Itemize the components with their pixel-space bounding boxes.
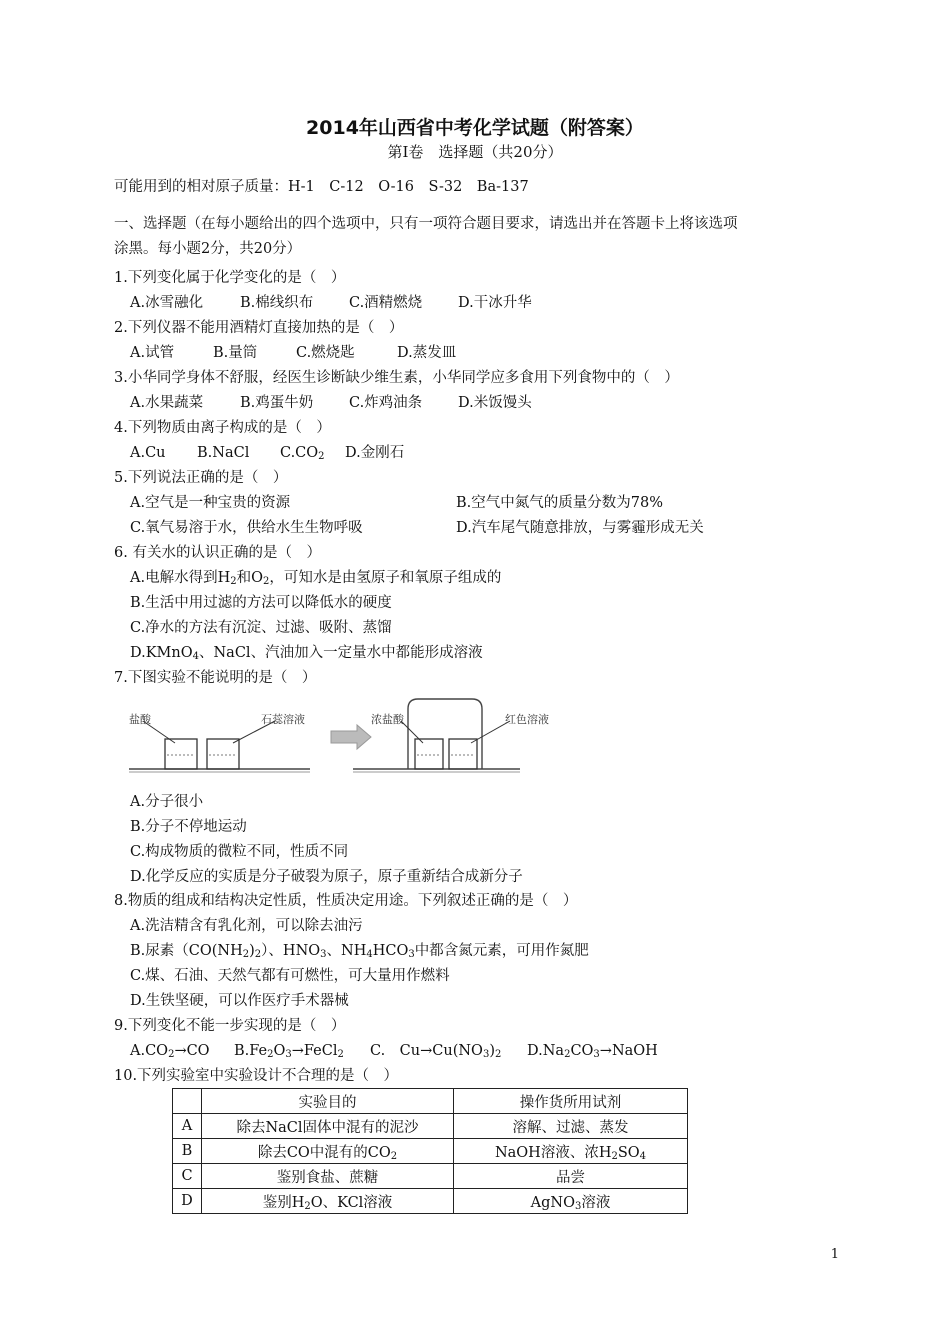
q6-option-a: A.电解水得到$H_2$和$O_2$，可知水是由氢原子和氧原子组成的 xyxy=(130,570,502,587)
q3-option-c: C.炸鸡油条 xyxy=(349,395,423,411)
q8-option-c: C.煤、石油、天然气都有可燃性，可大量用作燃料 xyxy=(130,968,450,984)
row-label: B xyxy=(173,1139,202,1164)
q5-option-c: C.氧气易溶于水，供给水生生物呼吸 xyxy=(130,520,363,536)
row-goal: 除去NaCl固体中混有的泥沙 xyxy=(202,1114,454,1139)
bell-jar xyxy=(408,699,482,769)
q4-option-c: $C.CO_2$ xyxy=(280,445,325,462)
q3-option-d: D.米饭馒头 xyxy=(458,395,532,411)
row-operation: AgNO$_3$溶液 xyxy=(454,1189,688,1214)
q9-option-a: $A.CO_2\to CO$ xyxy=(130,1043,210,1060)
table-row xyxy=(173,1189,688,1214)
row-label: C xyxy=(173,1164,202,1189)
q7-option-c: C.构成物质的微粒不同，性质不同 xyxy=(130,844,349,860)
page-title: 2014年山西省中考化学试题（附答案） xyxy=(306,117,644,139)
section-instructions-2: 涂黑。每小题2分，共20分） xyxy=(114,241,302,257)
q9-option-c: C. $Cu\to Cu(NO_3)_2$ xyxy=(370,1043,502,1060)
section-subtitle: 第Ⅰ卷 选择题（共20分） xyxy=(387,143,563,161)
q6-option-c: C.净水的方法有沉淀、过滤、吸附、蒸馏 xyxy=(130,620,392,636)
row-operation: 品尝 xyxy=(454,1164,688,1189)
row-operation: NaOH溶液、浓$H_2SO_4$ xyxy=(454,1139,688,1164)
q2-option-d: D.蒸发皿 xyxy=(397,345,457,361)
q4-option-d: D.金刚石 xyxy=(345,445,405,461)
row-goal: 除去CO中混有的$CO_2$ xyxy=(202,1139,454,1164)
q2-option-a: A.试管 xyxy=(130,345,175,361)
q10-table xyxy=(172,1088,688,1214)
q8-stem: 8.物质的组成和结构决定性质，性质决定用途。下列叙述正确的是（ ） xyxy=(114,893,578,909)
q3-stem: 3.小华同学身体不舒服，经医生诊断缺少维生素，小华同学应多食用下列食物中的（ ） xyxy=(114,370,679,386)
q3-option-b: B.鸡蛋牛奶 xyxy=(240,395,314,411)
table-header-row xyxy=(173,1089,688,1114)
q6-stem: 6. 有关水的认识正确的是（ ） xyxy=(114,545,321,561)
table-row xyxy=(173,1114,688,1139)
q4-stem: 4.下列物质由离子构成的是（ ） xyxy=(114,420,331,436)
q7-option-a: A.分子很小 xyxy=(130,794,204,810)
q9-stem: 9.下列变化不能一步实现的是（ ） xyxy=(114,1018,346,1034)
section-instructions-1: 一、选择题（在每小题给出的四个选项中，只有一项符合题目要求，请选出并在答题卡上将该选项 xyxy=(114,216,738,232)
table-row xyxy=(173,1164,688,1189)
q3-option-a: A.水果蔬菜 xyxy=(130,395,204,411)
q7-option-d: D.化学反应的实质是分子破裂为原子，原子重新结合成新分子 xyxy=(130,869,523,885)
q9-option-d: $D.Na_2CO_3\to NaOH$ xyxy=(527,1043,658,1060)
q9-option-b: $B.Fe_2O_3\to FeCl_2$ xyxy=(234,1043,344,1060)
beaker-left-1 xyxy=(165,739,197,769)
atomic-masses: 可能用到的相对原子质量：H-1 C-12 O-16 S-32 Ba-137 xyxy=(114,179,529,195)
q5-option-b: B.空气中氮气的质量分数为78% xyxy=(456,495,663,511)
row-operation: 溶解、过滤、蒸发 xyxy=(454,1114,688,1139)
q5-option-a: A.空气是一种宝贵的资源 xyxy=(130,495,291,511)
q8-option-a: A.洗洁精含有乳化剂，可以除去油污 xyxy=(130,918,363,934)
beaker-right-2 xyxy=(449,739,477,769)
fig-label-red-solution: 红色溶液 xyxy=(505,713,549,726)
q4-option-b: B.NaCl xyxy=(197,445,250,461)
q10-stem: 10.下列实验室中实验设计不合理的是（ ） xyxy=(114,1068,399,1084)
q1-stem: 1.下列变化属于化学变化的是（ ） xyxy=(114,270,346,286)
q6-option-b: B.生活中用过滤的方法可以降低水的硬度 xyxy=(130,595,392,611)
q1-option-b: B.棉线织布 xyxy=(240,295,314,311)
beaker-right-1 xyxy=(415,739,443,769)
q1-option-d: D.干冰升华 xyxy=(458,295,532,311)
header-goal: 实验目的 xyxy=(202,1089,454,1114)
page-number: 1 xyxy=(830,1247,839,1262)
q1-option-c: C.酒精燃烧 xyxy=(349,295,423,311)
q8-option-b: B.尿素$(CO(NH_2)_2)$、$HNO_3$、$NH_4HCO_3$中都含氮元素，可用作氮肥 xyxy=(130,943,589,960)
fig-label-litmus: 石蕊溶液 xyxy=(261,713,305,726)
fig-label-hcl: 盐酸 xyxy=(129,713,151,726)
table-row xyxy=(173,1139,688,1164)
q7-stem: 7.下图实验不能说明的是（ ） xyxy=(114,670,317,686)
experiment-figure xyxy=(125,697,630,779)
q2-option-c: C.燃烧匙 xyxy=(296,345,355,361)
row-goal: 鉴别$H_2O$、KCl溶液 xyxy=(202,1189,454,1214)
q5-option-d: D.汽车尾气随意排放，与雾霾形成无关 xyxy=(456,520,704,536)
q7-option-b: B.分子不停地运动 xyxy=(130,819,247,835)
fig-label-conc-hcl: 浓盐酸 xyxy=(371,713,404,726)
beaker-left-2 xyxy=(207,739,239,769)
q5-stem: 5.下列说法正确的是（ ） xyxy=(114,470,288,486)
q6-option-d: D.KMnO$_4$、NaCl、汽油加入一定量水中都能形成溶液 xyxy=(130,645,483,662)
row-label: D xyxy=(173,1189,202,1214)
header-operation: 操作货所用试剂 xyxy=(454,1089,688,1114)
q4-option-a: A.Cu xyxy=(130,445,166,461)
row-label: A xyxy=(173,1114,202,1139)
arrow-icon xyxy=(331,725,371,749)
q8-option-d: D.生铁坚硬，可以作医疗手术器械 xyxy=(130,993,349,1009)
q1-option-a: A.冰雪融化 xyxy=(130,295,204,311)
q2-option-b: B.量筒 xyxy=(213,345,258,361)
q2-stem: 2.下列仪器不能用酒精灯直接加热的是（ ） xyxy=(114,320,404,336)
row-goal: 鉴别食盐、蔗糖 xyxy=(202,1164,454,1189)
